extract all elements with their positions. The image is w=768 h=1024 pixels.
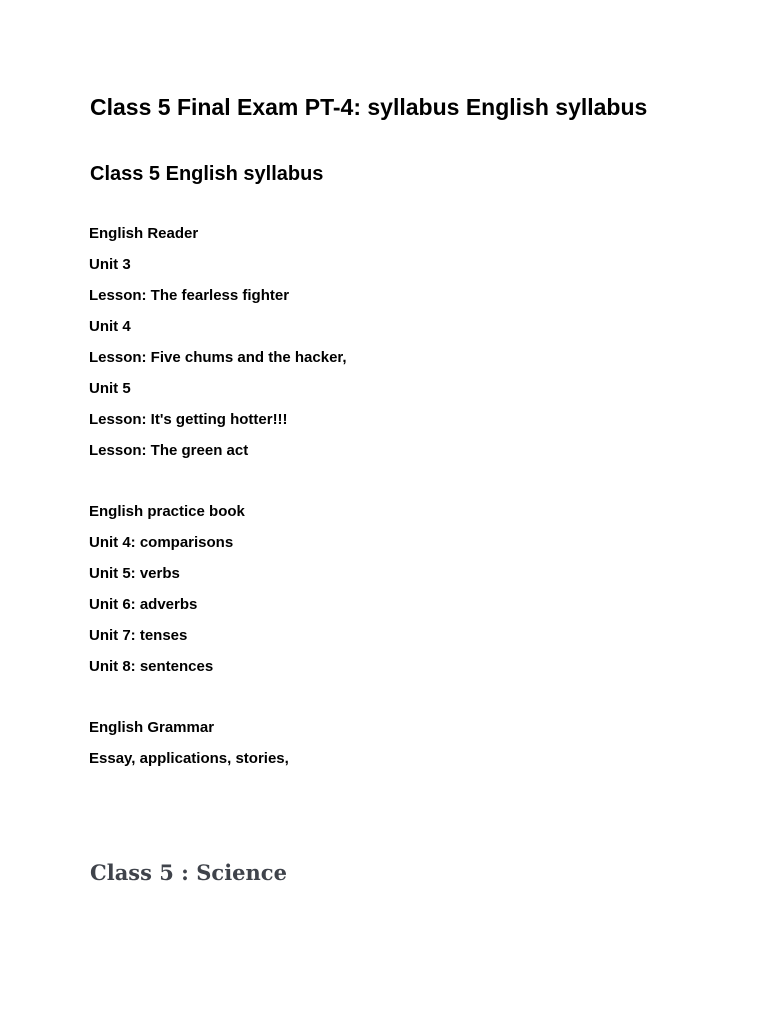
list-item: Unit 4 [89,318,131,335]
list-item: Lesson: It's getting hotter!!! [89,411,288,428]
list-item: Unit 6: adverbs [89,596,198,613]
list-item: Unit 3 [89,256,131,273]
list-item: Unit 8: sentences [89,658,214,675]
list-item: Lesson: The green act [89,442,249,459]
english-grammar-heading: English Grammar [89,719,215,736]
english-reader-heading: English Reader [89,225,199,242]
list-item: Unit 7: tenses [89,627,188,644]
list-item: Lesson: The fearless fighter [89,287,290,304]
science-section-title: Class 5 : Science [90,860,287,885]
list-item: Lesson: Five chums and the hacker, [89,349,347,366]
document-title: Class 5 Final Exam PT-4: syllabus English syllabus [90,94,648,120]
list-item: Unit 4: comparisons [89,534,234,551]
list-item: Unit 5 [89,380,131,397]
english-practice-book-heading: English practice book [89,503,245,520]
list-item: Essay, applications, stories, [89,750,289,767]
list-item: Unit 5: verbs [89,565,180,582]
section-title-english-syllabus: Class 5 English syllabus [90,163,324,185]
